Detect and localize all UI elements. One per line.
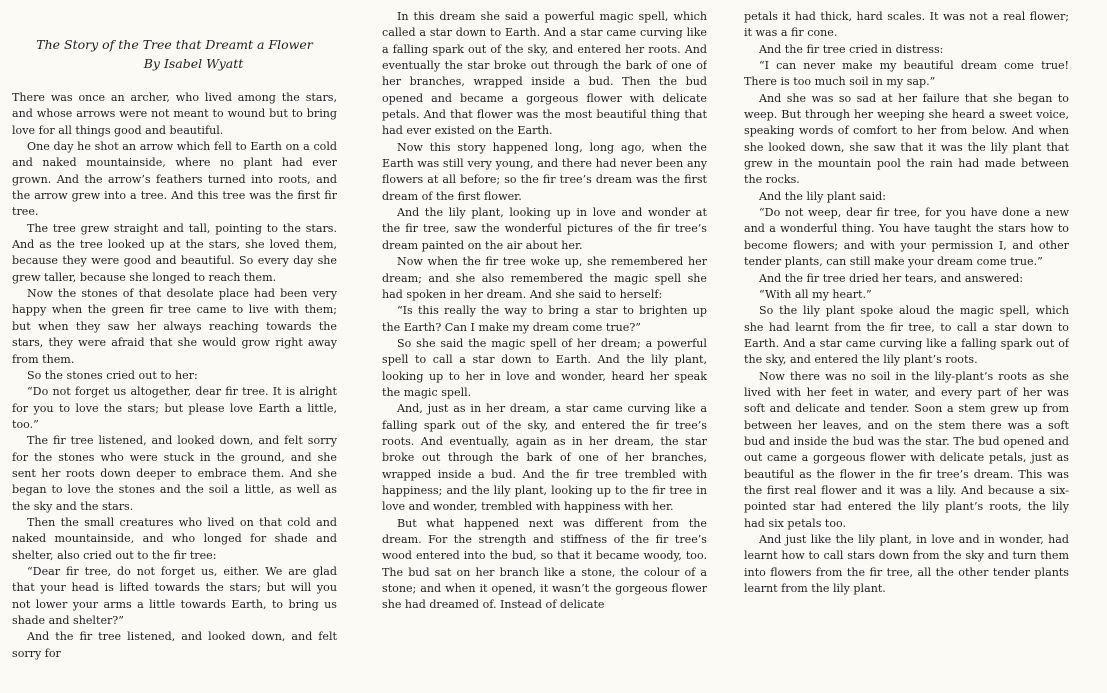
text-column-1 [12,0,337,693]
paragraph: Then the small creatures who lived on that cold and naked mountainside, and who longed for shade and shelter, also cried out to the fir tree: [12,515,337,562]
paragraph: “Dear fir tree, do not forget us, either. We are glad that your head is lifted towards the stars; but will you not lower your arms a little towards Earth, to bring us shade and shelter?” [12,564,337,627]
paragraph: And the fir tree listened, and looked down, and felt sorry for [12,630,337,660]
paragraph: Now when the fir tree woke up, she remembered her dream; and she also remembered the magic spell she had spoken in her dream. And she said to herself: [382,255,707,301]
paragraph: “I can never make my beautiful dream come true! There is too much soil in my sap.” [744,59,1069,89]
paragraph: petals it had thick, hard scales. It was not a real flower; it was a fir cone. [744,10,1069,40]
paragraph: In this dream she said a powerful magic spell, which called a star down to Earth. And a star came curving like a falling spark out of the sky, and entered her roots. And eventually the star broke out through the bark of one of her branches, wrapped inside a bud. Then the bud opened and became a gorgeous flower with delicate petals. And that flower was the most beautiful thing that had ever existed on the Earth. [382,10,707,138]
paragraph: The fir tree listened, and looked down, and felt sorry for the stones who were stuck in the ground, and she sent her roots down deeper to embrace them. And she began to love the stones and the soil a little, as well as the sky and the stars. [12,434,337,513]
paragraph: And the fir tree dried her tears, and answered: [759,271,1024,285]
paragraph: “Is this really the way to bring a star to brighten up the Earth? Can I make my dream come true?” [382,304,707,334]
text-column-2 [382,0,707,612]
paragraph: There was once an archer, who lived among the stars, and whose arrows were not meant to wound but to bring love for all things good and beautiful. [12,91,337,137]
paragraph: Now there was no soil in the lily-plant’s roots as she lived with her feet in water, and every part of her was soft and delicate and tender. Soon a stem grew up from between her leaves, and on the stem there was a soft bud and inside the bud was the star. The bud opened and out came a gorgeous flower with delicate petals, just as beautiful as the flower in the fir tree’s dream. This was the first real flower and it was a lily. And because a six-pointed star had entered the lily plant’s roots, the lily had six petals too. [744,369,1069,530]
paragraph: “With all my heart.” [759,287,872,301]
paragraph: So the stones cried out to her: [27,368,198,382]
text-column-3 [744,0,1069,612]
story-title: The Story of the Tree that Dreamt a Flower [36,37,313,52]
paragraph: So she said the magic spell of her dream; a powerful spell to call a star down to Earth. And the lily plant, looking up to her in love and wonder, heard her speak the magic spell. [382,336,707,399]
paragraph: And she was so sad at her failure that she began to weep. But through her weeping she heard a sweet voice, speaking words of comfort to her from below. And when she looked down, she saw that it was the lily plant that grew in the mountain pool the rain had made between the rocks. [744,91,1069,187]
paragraph: “Do not weep, dear fir tree, for you have done a new and a wonderful thing. You have taught the stars how to become flowers; and with your permission I, and other tender plants, can still make your dream come true.” [744,206,1069,269]
paragraph: And the fir tree cried in distress: [759,42,944,56]
paragraph: So the lily plant spoke aloud the magic spell, which she had learnt from the fir tree, to call a star down to Earth. And a star came curving like a falling spark out of the sky, and entered the lily plant’s roots. [744,304,1069,367]
paragraph: One day he shot an arrow which fell to Earth on a cold and naked mountainside, where no plant had ever grown. And the arrow’s feathers turned into roots, and the arrow grew into a tree. And this tree was the first fir tree. [12,140,337,219]
paragraph: Now the stones of that desolate place had been very happy when the green fir tree came to live with them; but when they saw her always reaching towards the stars, they were afraid that she would grow right away from them. [12,287,337,366]
paragraph: The tree grew straight and tall, pointing to the stars. And as the tree looked up at the stars, she loved them, because they were good and beautiful. So every day she grew taller, because she longed to reach them. [12,221,337,284]
paragraph: And, just as in her dream, a star came curving like a falling spark out of the sky, and entered the fir tree’s roots. And eventually, again as in her dream, the star broke out through the bark of one of her branches, wrapped inside a bud. And the fir tree trembled with happiness; and the lily plant, looking up to the fir tree in love and wonder, trembled with happiness with her. [382,402,707,514]
paragraph: But what happened next was different from the dream. For the strength and stiffness of the fir tree’s wood entered into the bud, so that it became woody, too. The bud sat on her branch like a stone, the colour of a stone; and when it opened, it wasn’t the gorgeous flower she had dreamed of. Instead of delicate [382,516,707,612]
story-author: By Isabel Wyatt [143,56,244,71]
paragraph: Now this story happened long, long ago, when the Earth was still very young, and there had never been any flowers at all before; so the fir tree’s dream was the first dream of the first flower. [382,140,707,203]
paragraph: And the lily plant, looking up in love and wonder at the fir tree, saw the wonderful pictures of the fir tree’s dream painted on the air about her. [382,206,707,252]
paragraph: And just like the lily plant, in love and in wonder, had learnt how to call stars down from the sky and turn them into flowers from the fir tree, all the other tender plants learnt from the lily plant. [744,533,1069,596]
paragraph: “Do not forget us altogether, dear fir tree. It is alright for you to love the stars; but please love Earth a little, too.” [12,385,337,431]
paragraph: And the lily plant said: [759,189,887,203]
